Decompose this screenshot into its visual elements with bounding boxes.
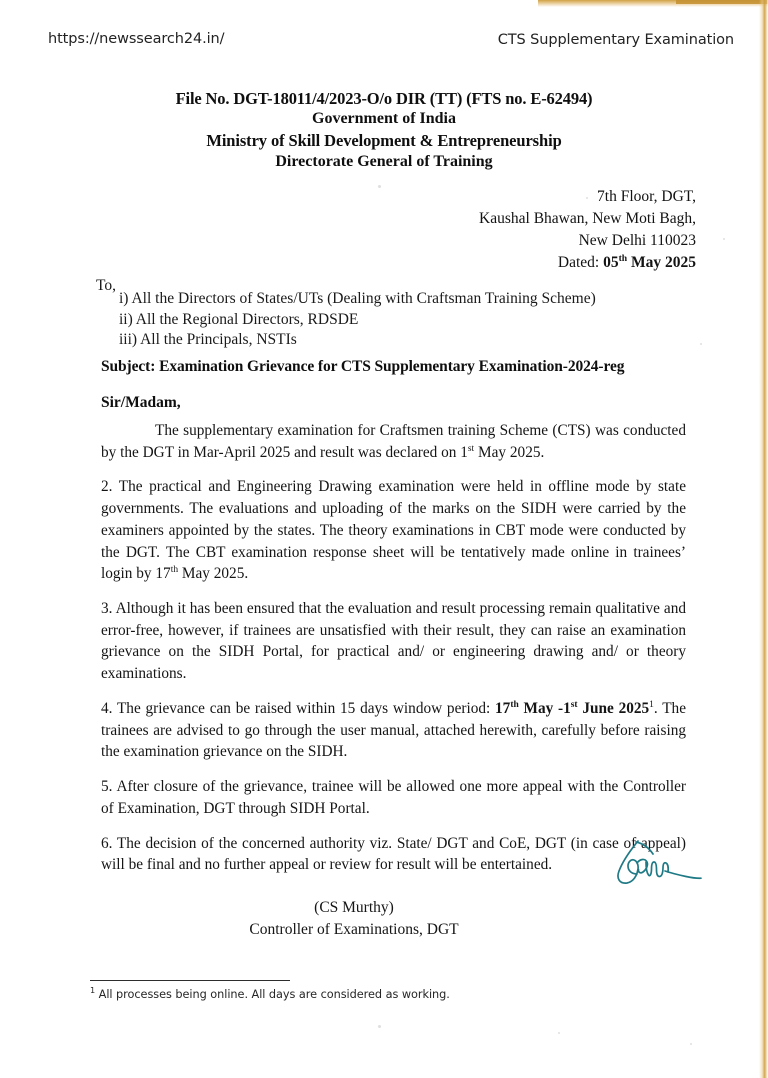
- recipient-item: iii) All the Principals, NSTIs: [119, 331, 297, 349]
- file-number: File No. DGT-18011/4/2023-O/o DIR (TT) (FTS no. E-62494): [175, 89, 593, 108]
- handwritten-signature-icon: [612, 838, 704, 896]
- signer-name: (CS Murthy): [314, 899, 394, 916]
- recipient-item: i) All the Directors of States/UTs (Dealing with Craftsman Training Scheme): [119, 290, 596, 307]
- scan-speck: [378, 185, 381, 188]
- directorate-name: Directorate General of Training: [275, 152, 493, 170]
- letterhead: [0, 88, 768, 172]
- body-paragraph-4: 4. The grievance can be raised within 15 days window period: 17th May -1st June 2025$^1$. The trainees are advised to go through the user manual, attached herewith, carefully before raising the examination grievance on the SIDH.: [101, 699, 686, 761]
- address-line-1: 7th Floor, DGT,: [597, 188, 696, 205]
- signer-title: Controller of Examinations, DGT: [249, 921, 459, 938]
- body-paragraph-1: The supplementary examination for Craftsmen training Scheme (CTS) was conducted by the DGT in Mar-April 2025 and result was declared on 1st May 2025.: [101, 422, 686, 461]
- ministry-name: Ministry of Skill Development & Entrepreneurship: [206, 131, 562, 151]
- body-paragraph-3: 3. Although it has been ensured that the evaluation and result processing remain qualitative and error-free, however, if trainees are unsatisfied with their result, they can raise an examination grievance on the SIDH Portal, for practical and/ or engineering drawing and/ or theory examinations.: [101, 600, 686, 683]
- scan-speck: [690, 1043, 692, 1045]
- footnote-separator-rule: [90, 980, 290, 981]
- recipient-item: ii) All the Regional Directors, RDSDE: [119, 310, 359, 328]
- address-line-3: New Delhi 110023: [578, 232, 696, 249]
- body-paragraph-5: 5. After closure of the grievance, trainee will be allowed one more appeal with the Controller of Examination, DGT through SIDH Portal.: [101, 778, 686, 817]
- scan-speck: [378, 1025, 381, 1028]
- scan-edge-artifact-top-dark: [676, 0, 768, 4]
- page-header: [0, 31, 768, 57]
- recipient-list: [119, 289, 719, 351]
- scan-speck: [558, 1032, 560, 1034]
- letter-body: [101, 420, 686, 876]
- scan-speck: [723, 238, 725, 240]
- body-paragraph-6: 6. The decision of the concerned authority viz. State/ DGT and CoE, DGT (in case of appeal) will be final and no further appeal or review for result will be entertained.: [101, 834, 686, 874]
- subject-line: Subject: Examination Grievance for CTS Supplementary Examination-2024-reg: [101, 358, 625, 375]
- letter-date: Dated: 05th May 2025: [557, 252, 696, 271]
- footnote: $^1$ All processes being online. All days are considered as working.: [90, 985, 450, 1001]
- sender-address-block: [479, 186, 696, 274]
- footnote-reference-marker: 1: [649, 699, 654, 710]
- government-name: Government of India: [312, 110, 456, 128]
- header-document-title: CTS Supplementary Examination: [497, 32, 734, 48]
- salutation: Sir/Madam,: [101, 394, 181, 411]
- to-label: To,: [96, 277, 117, 294]
- body-paragraph-2: 2. The practical and Engineering Drawing examination were held in offline mode by state governments. The evaluations and uploading of the marks on the SIDH were carried by the examiners appointed by the states. The theory examinations in CBT mode were conducted by the DGT. The CBT examination response sheet will be tentatively made online in trainees’ login by 17th May 2025.: [101, 478, 686, 583]
- scan-edge-artifact-top: [538, 0, 768, 7]
- address-line-2: Kaushal Bhawan, New Moti Bagh,: [479, 210, 696, 227]
- footnote-marker: 1: [90, 985, 96, 996]
- source-url-watermark: https://newssearch24.in/: [48, 31, 225, 47]
